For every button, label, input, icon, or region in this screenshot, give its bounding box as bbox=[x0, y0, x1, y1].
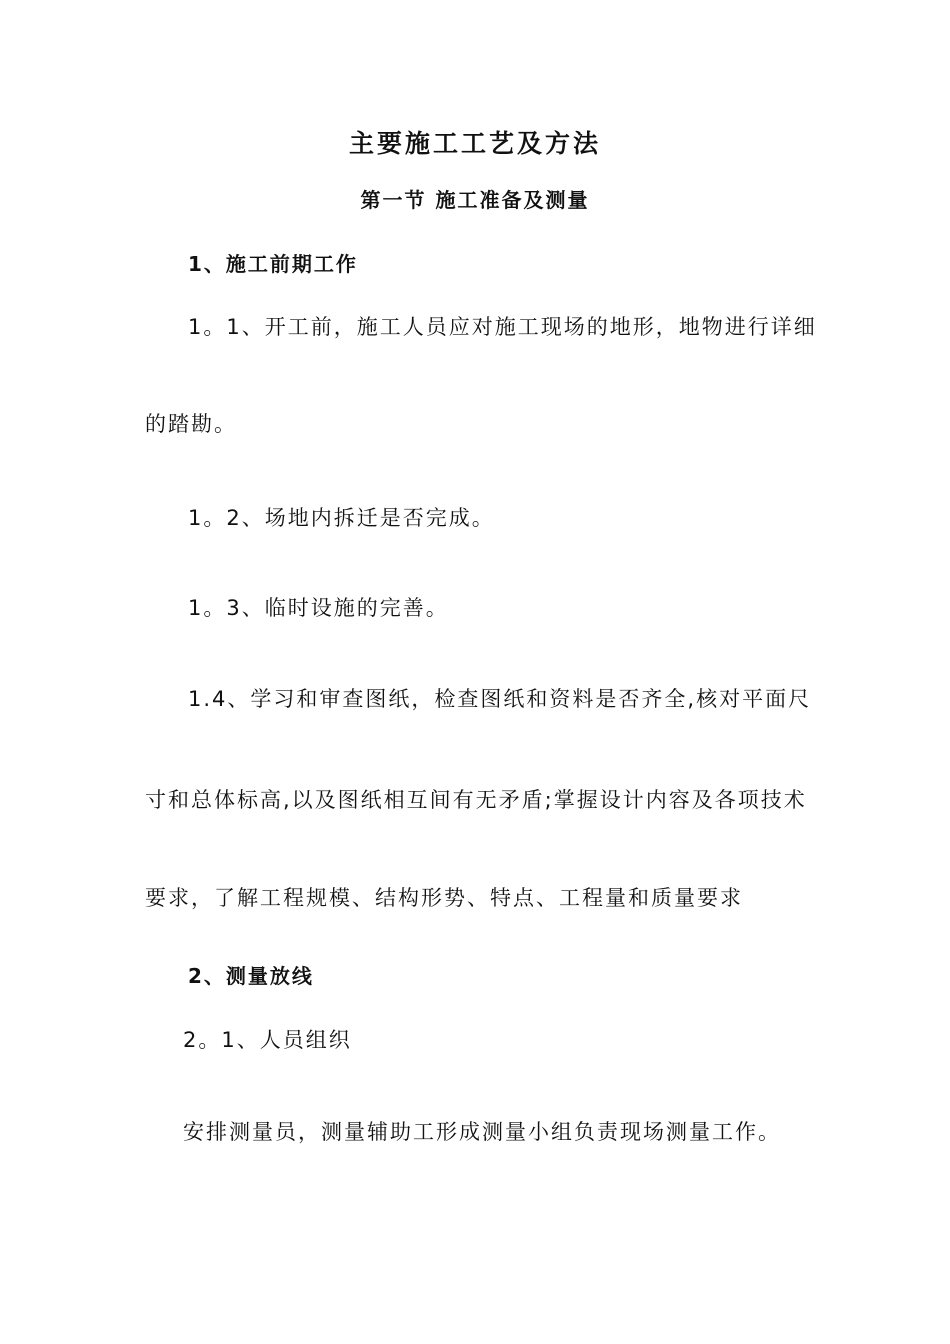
section-title: 第一节 施工准备及测量 bbox=[360, 188, 590, 212]
document-title: 主要施工工艺及方法 bbox=[348, 129, 601, 158]
heading-1: 1、施工前期工作 bbox=[188, 252, 358, 276]
item-1-1-line-1: 1。1、开工前，施工人员应对施工现场的地形，地物进行详细 bbox=[188, 315, 817, 339]
item-1-4-line-2: 寸和总体标高,以及图纸相互间有无矛盾;掌握设计内容及各项技术 bbox=[145, 788, 807, 812]
item-1-4-line-1: 1.4、学习和审查图纸，检查图纸和资料是否齐全,核对平面尺 bbox=[188, 687, 812, 711]
item-2-1: 2。1、人员组织 bbox=[183, 1028, 352, 1052]
item-1-4-line-3: 要求，了解工程规模、结构形势、特点、工程量和质量要求 bbox=[145, 886, 743, 910]
item-1-3: 1。3、临时设施的完善。 bbox=[188, 596, 449, 620]
heading-2: 2、测量放线 bbox=[188, 964, 314, 988]
item-2-1-body: 安排测量员，测量辅助工形成测量小组负责现场测量工作。 bbox=[183, 1120, 781, 1144]
item-1-1-line-2: 的踏勘。 bbox=[145, 412, 237, 436]
item-1-2: 1。2、场地内拆迁是否完成。 bbox=[188, 506, 495, 530]
